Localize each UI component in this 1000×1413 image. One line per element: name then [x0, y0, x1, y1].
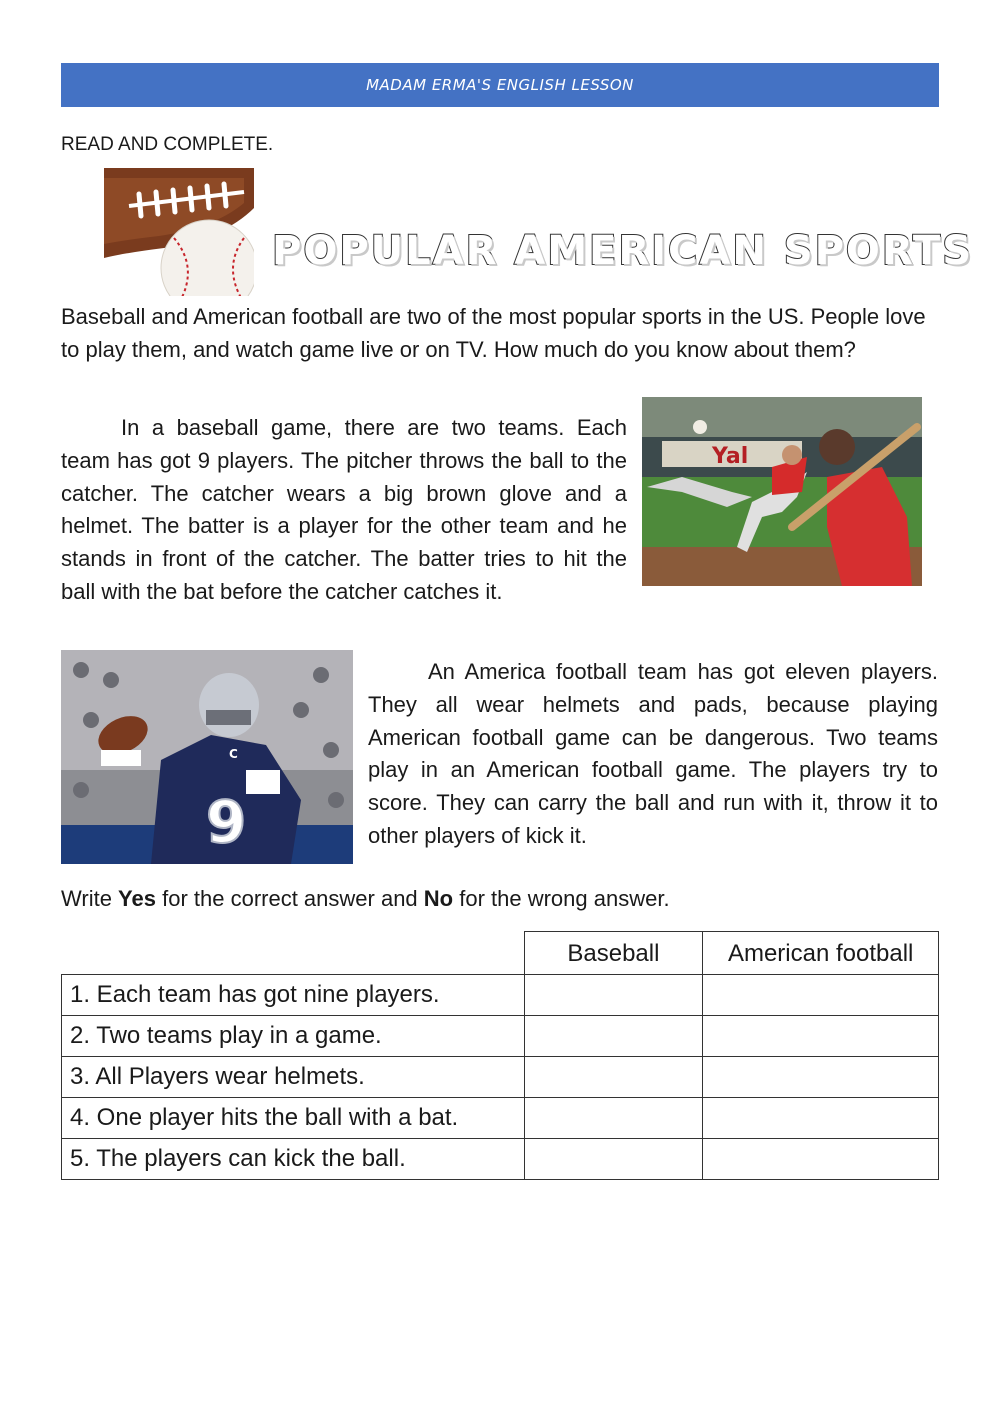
- task-no: No: [423, 886, 454, 911]
- intro-paragraph: Baseball and American football are two of the most popular sports in the US. People love to play them, and watch game live or on TV. How much do you know about them?: [61, 304, 926, 362]
- baseball-answer-cell[interactable]: [524, 975, 703, 1016]
- football-answer-cell[interactable]: [703, 975, 939, 1016]
- task-instruction: [61, 886, 670, 912]
- baseball-paragraph: In a baseball game, there are two teams. Each team has got 9 players. The pitcher throws the ball to the catcher. The catcher wears a big brown glove and a helmet. The batter is a player for the other team and he stands in front of the catcher. The batter tries to hit the ball with the bat before the catcher catches it.: [61, 415, 627, 604]
- jersey-number: 9: [206, 788, 247, 856]
- header-blank-cell: [62, 932, 525, 975]
- football-answer-cell[interactable]: [703, 1098, 939, 1139]
- table-row: [62, 1016, 939, 1057]
- task-yes: Yes: [118, 886, 156, 911]
- table-row: [62, 1098, 939, 1139]
- task-suffix: for the wrong answer.: [453, 886, 670, 911]
- question-cell: 1. Each team has got nine players.: [62, 975, 525, 1016]
- header-banner: MADAM ERMA'S ENGLISH LESSON: [61, 63, 939, 107]
- question-cell: 3. All Players wear helmets.: [62, 1057, 525, 1098]
- header-baseball: Baseball: [524, 932, 703, 975]
- football-answer-cell[interactable]: [703, 1057, 939, 1098]
- instruction-text: READ AND COMPLETE.: [61, 134, 274, 155]
- task-middle: for the correct answer and: [155, 886, 424, 911]
- baseball-game-photo: [642, 397, 922, 586]
- header-american-football: American football: [703, 932, 939, 975]
- baseball-answer-cell[interactable]: [524, 1057, 703, 1098]
- answer-table: [61, 931, 939, 1180]
- table-row: [62, 1139, 939, 1180]
- table-row: [62, 975, 939, 1016]
- football-player-photo: [61, 650, 353, 864]
- question-cell: 5. The players can kick the ball.: [62, 1139, 525, 1180]
- football-paragraph: An America football team has got eleven players. They all wear helmets and pads, because playing American football game can be dangerous. Two teams play in an American football game. The players try to score. They can carry the ball and run with it, throw it to other players of kick it.: [368, 659, 938, 848]
- page-title: POPULAR AMERICAN SPORTS: [272, 228, 973, 274]
- football-baseball-image: [104, 168, 254, 296]
- football-answer-cell[interactable]: [703, 1139, 939, 1180]
- question-cell: 2. Two teams play in a game.: [62, 1016, 525, 1057]
- question-cell: 4. One player hits the ball with a bat.: [62, 1098, 525, 1139]
- jersey-letter: C: [229, 747, 238, 761]
- baseball-answer-cell[interactable]: [524, 1016, 703, 1057]
- table-row: [62, 1057, 939, 1098]
- football-answer-cell[interactable]: [703, 1016, 939, 1057]
- stadium-sign-text: Yal: [712, 444, 749, 469]
- baseball-answer-cell[interactable]: [524, 1139, 703, 1180]
- task-prefix: Write: [61, 886, 119, 911]
- baseball-answer-cell[interactable]: [524, 1098, 703, 1139]
- table-header-row: [62, 932, 939, 975]
